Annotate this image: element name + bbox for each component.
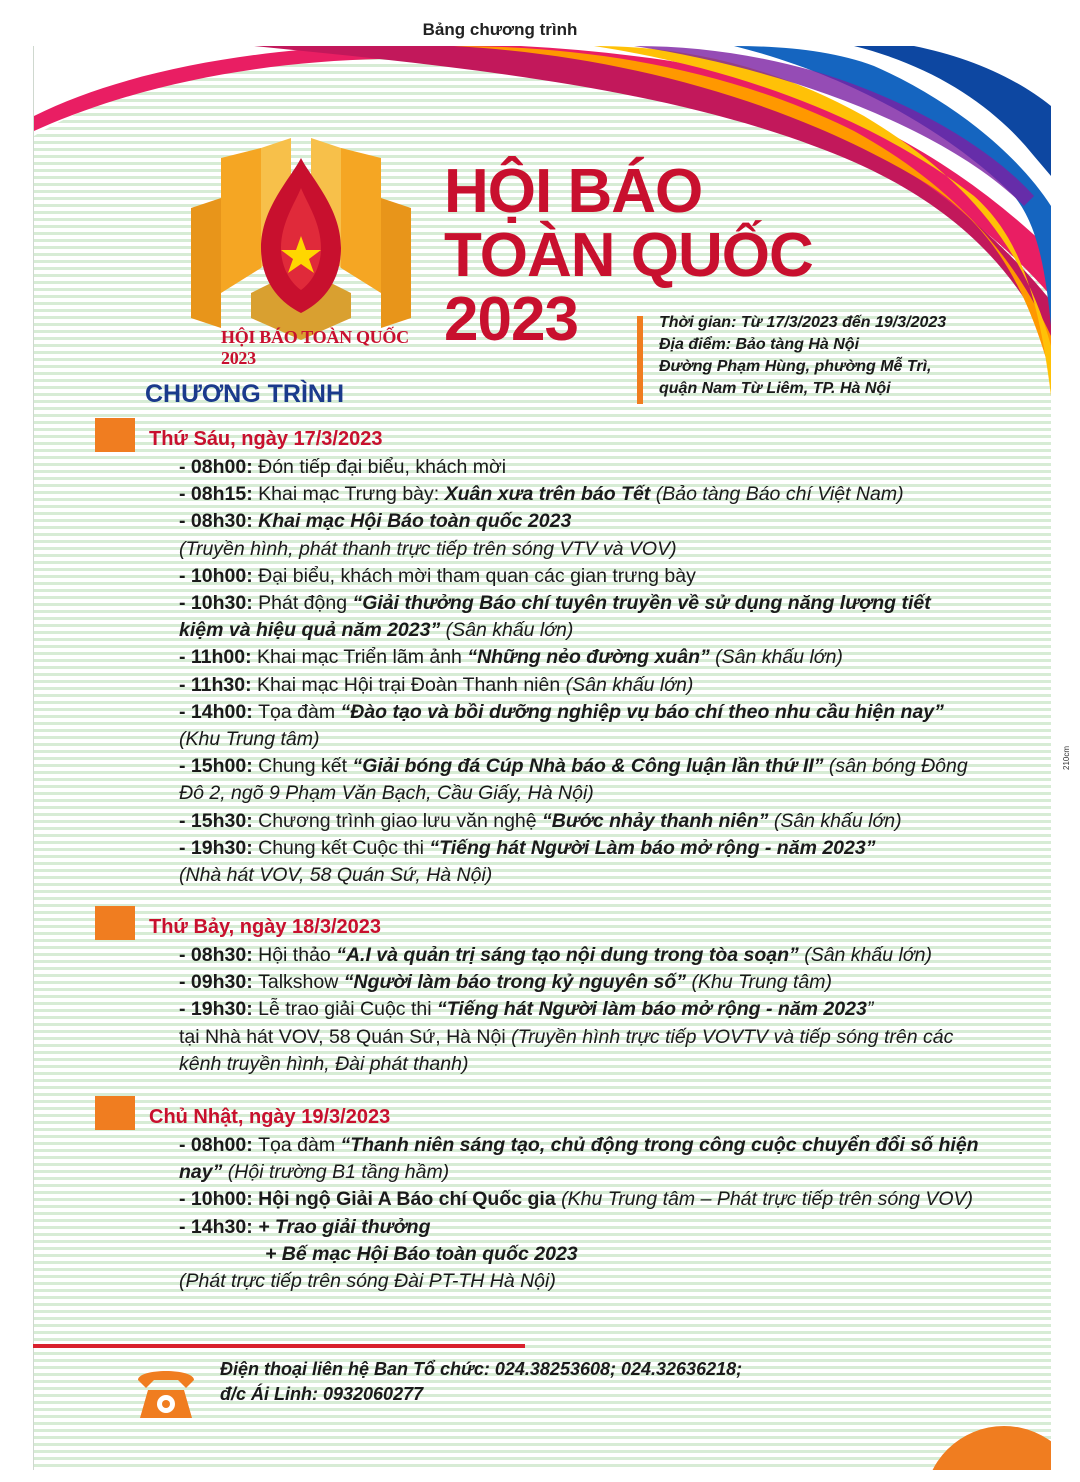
day-title: Thứ Bảy, ngày 18/3/2023 [149,916,382,938]
size-mark: 210cm [1062,745,1071,770]
item-time: - 11h00: [179,646,258,669]
item-highlight: “A.I và quản trị sáng tạo nội dung trong tòa soạn” [336,944,799,966]
schedule-item [179,508,979,535]
item-note: (Nhà hát VOV, 58 Quán Sứ, Hà Nội) [179,864,493,887]
item-note: (Bảo tàng Báo chí Việt Nam) [650,483,904,506]
item-time: - 08h00: [179,1134,259,1156]
corner-decoration [874,1416,1051,1470]
info-address-2: quận Nam Từ Liêm, TP. Hà Nội [659,380,891,397]
schedule-item [179,835,979,862]
item-time: - 14h30: [179,1215,259,1238]
divider-line [33,1344,525,1348]
item-highlight: + Trao giải thưởng [258,1215,431,1238]
logo-caption: HỘI BÁO TOÀN QUỐC 2023 [221,327,409,368]
item-time: - 19h30: [179,836,259,859]
item-text: Chung kết Cuộc thi [258,836,430,859]
page-caption: Bảng chương trình [422,20,578,39]
item-highlight: “Người làm báo trong kỷ nguyên số” [343,971,687,994]
schedule-item [179,969,979,996]
event-info [659,312,946,400]
day-marker [95,1096,135,1130]
schedule-item [179,644,979,671]
item-highlight: “Tiếng hát Người Làm báo mở rộng - năm 2023” [429,836,876,859]
schedule-item [179,1268,979,1295]
schedule-item [179,481,979,508]
item-text: Khai mạc Trưng bày: [258,483,445,506]
schedule-item [179,808,979,835]
day-marker [95,418,135,452]
item-highlight: + Bế mạc Hội Báo toàn quốc 2023 [265,1242,578,1265]
item-note: (Sân khấu lớn) [709,646,843,669]
schedule-item [179,1132,979,1186]
item-note: ” [866,998,874,1021]
item-note: (Hội trường B1 tầng hầm) [222,1161,450,1184]
item-note: (sân bóng Đông Đô 2, ngõ 9 Phạm Văn Bạch, Cầu Giấy, Hà Nội) [179,755,968,805]
item-note: (Truyền hình, phát thanh trực tiếp trên sóng VTV và VOV) [179,537,677,560]
contact-info [220,1357,742,1407]
item-highlight: Khai mạc Hội Báo toàn quốc 2023 [258,510,572,533]
info-accent-bar [637,316,643,404]
item-note: (Sân khấu lớn) [798,944,932,966]
item-time: - 08h00: [179,456,259,478]
contact-line-2: đ/c Ái Linh: 0932060277 [220,1384,424,1404]
schedule-item [179,753,979,807]
item-note: (Sân khấu lớn) [440,619,574,642]
day-items [179,942,979,1078]
item-text: Phát động [258,592,353,615]
item-time: - 19h30: [179,998,259,1021]
info-address-1: Đường Phạm Hùng, phường Mễ Trì, [659,358,932,375]
item-time: - 10h30: [179,592,259,615]
item-highlight: “Tiếng hát Người làm báo mở rộng - năm 2023 [436,998,867,1021]
item-highlight: “Bước nhảy thanh niên” [542,809,769,832]
item-text: tại Nhà hát VOV, 58 Quán Sứ, Hà Nội [179,1025,512,1048]
item-time: - 09h30: [179,971,259,994]
item-highlight: “Thanh niên sáng tạo, chủ động trong công cuộc chuyển đổi số hiện nay” [179,1134,979,1184]
item-highlight: “Đào tạo và bồi dưỡng nghiệp vụ báo chí theo nhu cầu hiện nay” [340,700,944,723]
festival-logo [181,108,421,358]
item-highlight: “Giải bóng đá Cúp Nhà báo & Công luận lần thứ II” [352,755,824,778]
item-note: (Sân khấu lớn) [768,809,902,832]
item-note: (Sân khấu lớn) [565,673,694,696]
item-time: - 08h30: [179,944,259,966]
schedule-item [179,942,979,969]
schedule-item [179,699,979,753]
poster [33,46,1051,1470]
item-text: Chương trình giao lưu văn nghệ [258,809,543,832]
item-time: - 15h00: [179,755,259,778]
item-note: (Khu Trung tâm) [179,728,320,751]
day-marker [95,906,135,940]
program-heading: CHƯƠNG TRÌNH [145,380,344,408]
item-highlight: Xuân xưa trên báo Tết [444,483,651,506]
schedule-item [179,590,979,644]
item-text: Khai mạc Triển lãm ảnh [257,646,468,669]
day-title: Thứ Sáu, ngày 17/3/2023 [149,428,383,450]
title-line-1: HỘI BÁO [444,157,703,226]
day-title: Chủ Nhật, ngày 19/3/2023 [149,1106,391,1128]
item-text: Đại biểu, khách mời tham quan các gian trưng bày [258,564,696,587]
item-note: (Khu Trung tâm – Phát trực tiếp trên sóng VOV) [555,1188,974,1211]
contact-line-1: Điện thoại liên hệ Ban Tổ chức: 024.38253608; 024.32636218; [220,1359,743,1379]
item-time: - 11h30: [179,673,258,696]
item-text: Tọa đàm [258,1134,341,1156]
title-line-2: TOÀN QUỐC [444,221,813,290]
item-text: Tọa đàm [258,700,341,723]
item-time: - 08h15: [179,483,259,506]
schedule-item [179,1186,979,1213]
item-highlight: “Giải thưởng Báo chí tuyên truyền về sử dụng năng lượng tiết kiệm và hiệu quả năm 2023” [179,592,931,642]
schedule-item [179,563,979,590]
schedule-item [179,996,979,1023]
title-line-3: 2023 [444,285,578,354]
item-highlight: “Những nẻo đường xuân” [467,646,710,669]
item-text: Đón tiếp đại biểu, khách mời [258,456,507,478]
schedule-item [179,536,979,563]
schedule-item [179,1024,979,1078]
schedule-item [179,454,979,481]
item-note: (Truyền hình trực tiếp VOVTV và tiếp sóng trên các kênh truyền hình, Đài phát thanh) [179,1025,954,1075]
item-text: Lễ trao giải Cuộc thi [258,998,437,1021]
schedule-item [179,1241,979,1268]
phone-icon [134,1362,198,1422]
day-items [179,1132,979,1295]
item-text: Talkshow [258,971,344,994]
item-text: Khai mạc Hội trại Đoàn Thanh niên [257,673,566,696]
item-note: (Phát trực tiếp trên sóng Đài PT-TH Hà Nội) [179,1270,556,1293]
item-time: - 08h30: [179,510,259,533]
schedule-item [179,862,979,889]
item-time: - 10h00: [179,564,259,587]
schedule-item [179,1214,979,1241]
item-text: Hội thảo [258,944,337,966]
item-text: Chung kết [258,755,353,778]
info-venue: Địa điểm: Bảo tàng Hà Nội [659,336,860,353]
item-time: - 15h30: [179,809,259,832]
info-time: Thời gian: Từ 17/3/2023 đến 19/3/2023 [659,314,947,331]
item-note: (Khu Trung tâm) [686,971,832,994]
schedule-item [179,672,979,699]
day-items [179,454,979,889]
item-time: - 10h00: Hội ngộ Giải A Báo chí Quốc gia [179,1188,556,1211]
item-time: - 14h00: [179,700,259,723]
